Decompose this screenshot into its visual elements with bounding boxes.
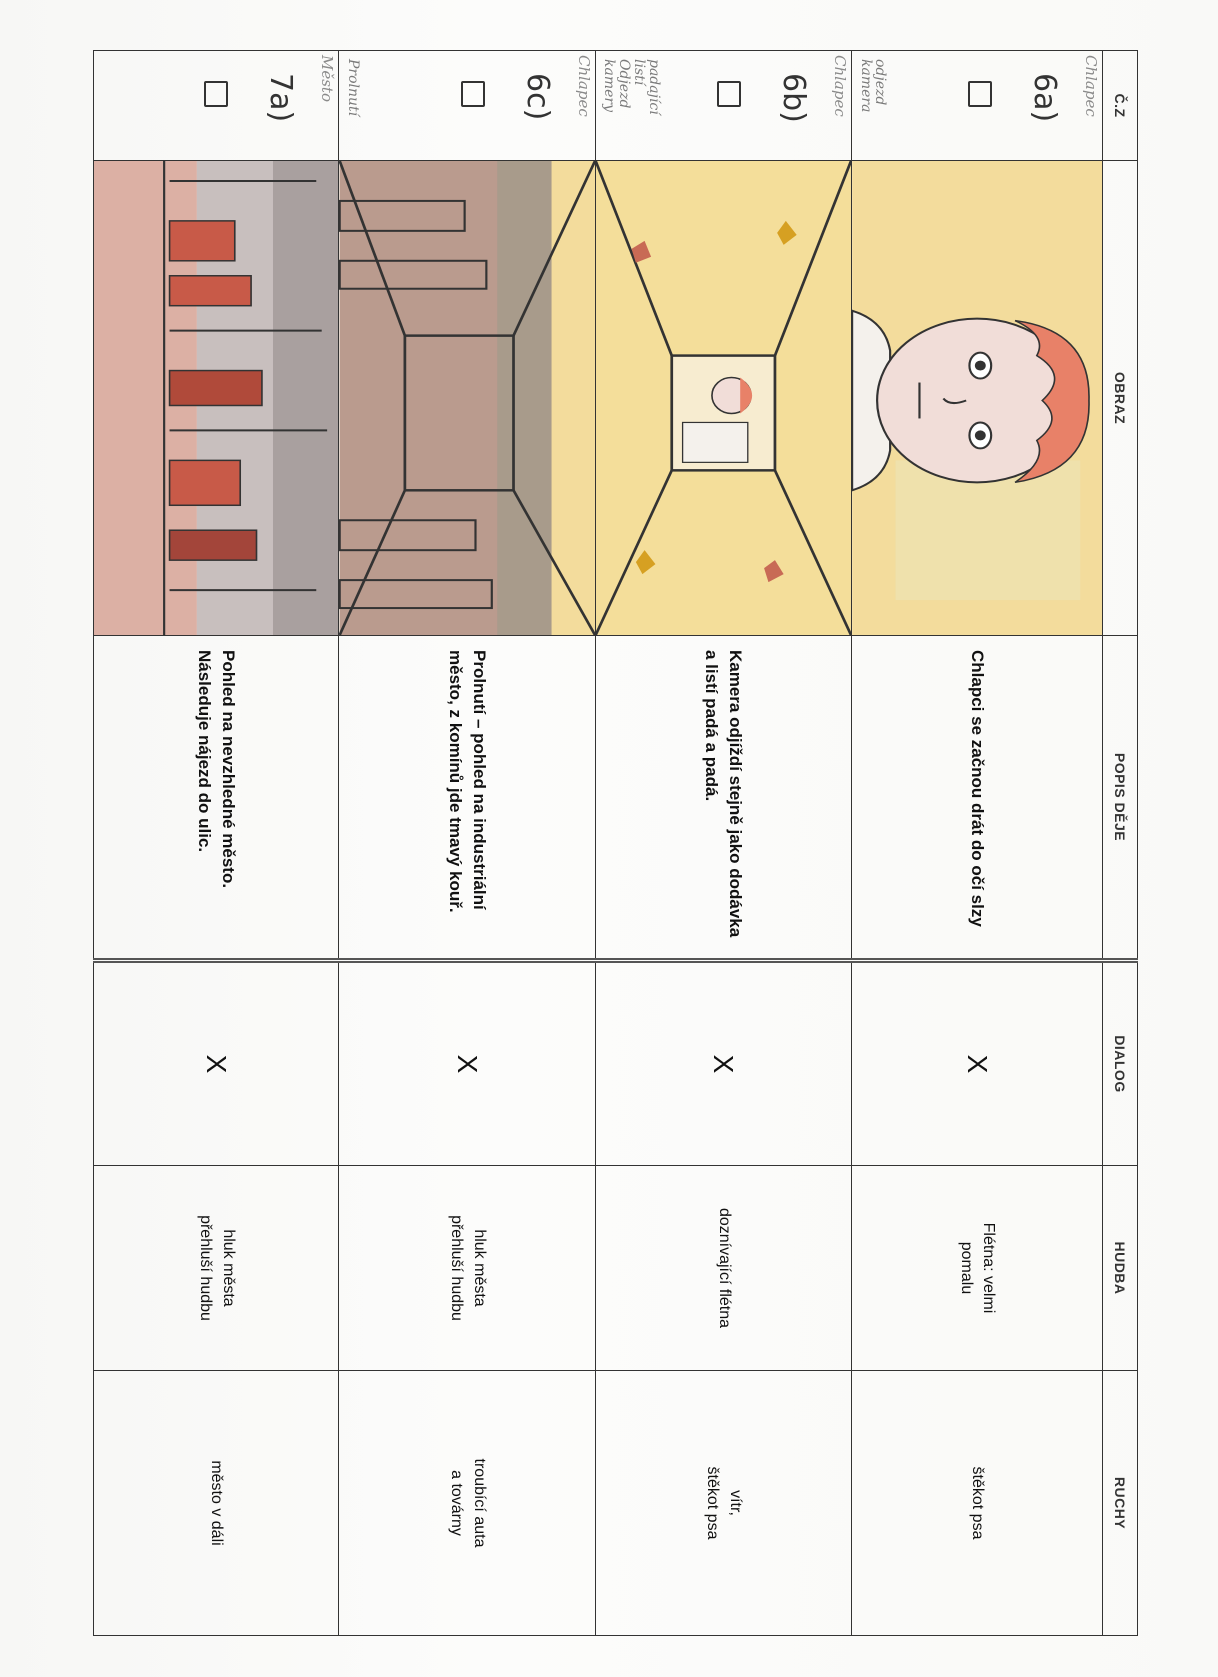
- header-obraz: OBRAZ: [1103, 161, 1138, 636]
- music-cell: hluk města přehluší hudbu: [339, 1166, 595, 1371]
- header-row: [1103, 51, 1138, 1636]
- action-description: Prolnutí – pohled na industriální město, z komínů jde tmavý kouř.: [339, 636, 595, 961]
- sketch-cell: [852, 161, 1103, 636]
- table-row: [94, 51, 339, 1636]
- header-hudba: HUDBA: [1103, 1166, 1138, 1371]
- music-cell: Flétna: velmi pomalu: [852, 1166, 1103, 1371]
- frame-icon: [461, 81, 485, 107]
- table-row: [595, 51, 851, 1636]
- music-cell: doznívající flétna: [595, 1166, 851, 1371]
- sketch-cell: [339, 161, 595, 636]
- sketch-boy-closeup: [852, 161, 1102, 635]
- handwritten-label: Chlapec: [1082, 55, 1100, 117]
- sketch-cell: [94, 161, 339, 636]
- scene-number: 6b): [776, 73, 812, 123]
- handwritten-label: Chlapec: [574, 55, 593, 117]
- scene-number: 6a): [1027, 73, 1062, 123]
- handwritten-note: padající listí Odjezd kamery: [601, 59, 662, 115]
- scene-number-cell: [339, 51, 595, 161]
- handwritten-label: Chlapec: [831, 55, 850, 117]
- header-dialog: DIALOG: [1103, 961, 1138, 1166]
- action-description: Pohled na nevzhledné město. Následuje nájezd do ulic.: [94, 636, 339, 961]
- scene-number: 6c): [519, 73, 555, 121]
- sketch-industrial-city-fade: [339, 161, 594, 635]
- action-description: Chlapci se začnou drát do očí slzy: [852, 636, 1103, 961]
- storyboard-table: [93, 50, 1138, 1636]
- sketch-ugly-city: [94, 161, 338, 635]
- header-ruchy: RUCHY: [1103, 1371, 1138, 1636]
- scene-number-cell: [852, 51, 1103, 161]
- sfx-cell: štěkot psa: [852, 1371, 1103, 1636]
- table-row: [339, 51, 595, 1636]
- scene-number: 7a): [263, 73, 299, 123]
- header-popis: POPIS DĚJE: [1103, 636, 1138, 961]
- sketch-camera-pullback: [596, 161, 851, 635]
- header-cz: Č.Z: [1103, 51, 1138, 161]
- music-cell: hluk města přehluší hudbu: [94, 1166, 339, 1371]
- handwritten-note: odjezd kamera: [857, 59, 889, 113]
- dialog-cell: X: [852, 961, 1103, 1166]
- action-description: Kamera odjíždí stejně jako dodávka a listí padá a padá.: [595, 636, 851, 961]
- scene-number-cell: [595, 51, 851, 161]
- dialog-cell: X: [94, 961, 339, 1166]
- handwritten-note: Prolnutí: [345, 59, 362, 117]
- table-row: [852, 51, 1103, 1636]
- scene-number-cell: [94, 51, 339, 161]
- dialog-cell: X: [339, 961, 595, 1166]
- handwritten-label: Město: [318, 55, 337, 102]
- dialog-cell: X: [595, 961, 851, 1166]
- storyboard-table-rotated: [93, 50, 1138, 1635]
- frame-icon: [204, 81, 228, 107]
- frame-icon: [968, 81, 992, 107]
- frame-icon: [717, 81, 741, 107]
- sfx-cell: vítr, štěkot psa: [595, 1371, 851, 1636]
- sfx-cell: troubící auta a továrny: [339, 1371, 595, 1636]
- sfx-cell: město v dáli: [94, 1371, 339, 1636]
- sketch-cell: [595, 161, 851, 636]
